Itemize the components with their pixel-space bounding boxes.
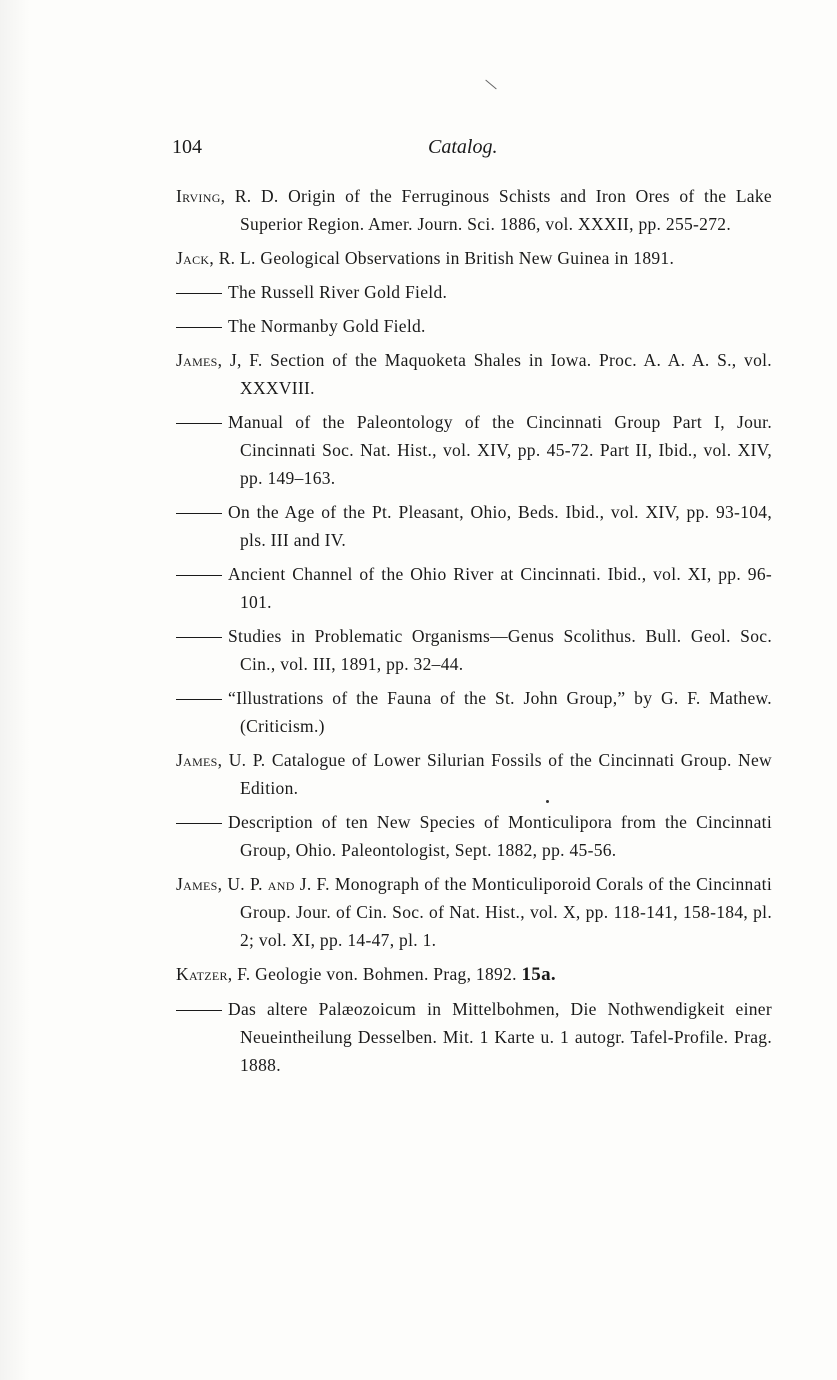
catalog-entry — [176, 182, 772, 238]
entry-text: Origin of the Ferruginous Schists and Iron Ores of the Lake Superior Region. Amer. Journ. Sci. 1886, vol. XXXII, pp. 255-272. — [240, 186, 772, 234]
catalog-entry — [176, 408, 772, 492]
entry-text: The Russell River Gold Field. — [228, 282, 448, 302]
catalog-entry — [176, 312, 772, 340]
entry-text: Section of the Maquoketa Shales in Iowa. Proc. A. A. A. S., vol. XXXVIII. — [240, 350, 772, 398]
entry-author: Jack, R. L. — [176, 248, 256, 268]
entry-author: James, U. P. — [176, 750, 266, 770]
catalog-entry — [176, 622, 772, 678]
handwritten-marker: 15a. — [521, 964, 556, 985]
catalog-entry — [176, 808, 772, 864]
entry-text: Das altere Palæozoicum in Mittelbohmen, Die Nothwendigkeit einer Neueintheilung Desselben. Mit. 1 Karte u. 1 autogr. Tafel-Profile. Prag. 1888. — [228, 999, 772, 1075]
ditto-dash — [176, 823, 222, 824]
entry-text: On the Age of the Pt. Pleasant, Ohio, Beds. Ibid., vol. XIV, pp. 93-104, pls. III and IV. — [228, 502, 772, 550]
entry-text: “Illustrations of the Fauna of the St. John Group,” by G. F. Mathew. (Criticism.) — [228, 688, 772, 736]
ditto-dash — [176, 575, 222, 576]
entry-author: James, U. P. and J. F. — [176, 874, 330, 894]
catalog-entry — [176, 684, 772, 740]
ditto-dash — [176, 293, 222, 294]
entry-text: The Normanby Gold Field. — [228, 316, 426, 336]
catalog-entry — [176, 960, 772, 989]
catalog-entry — [176, 560, 772, 616]
entry-text: Catalogue of Lower Silurian Fossils of the Cincinnati Group. New Edition. — [240, 750, 772, 798]
entry-text: Monograph of the Monticuliporoid Corals of the Cincinnati Group. Jour. of Cin. Soc. of Nat. Hist., vol. X, pp. 118-141, 158-184, pl. 2; vol. XI, pp. 14-47, pl. 1. — [240, 874, 772, 950]
entry-author: Katzer, F. — [176, 964, 251, 984]
entry-author: Irving, R. D. — [176, 186, 279, 206]
entry-text: Manual of the Paleontology of the Cincinnati Group Part I, Jour. Cincinnati Soc. Nat. Hist., vol. XIV, pp. 45-72. Part II, Ibid., vol. XIV, pp. 149–163. — [228, 412, 772, 488]
catalog-entry — [176, 746, 772, 802]
entry-text: Geological Observations in British New Guinea in 1891. — [260, 248, 675, 268]
entry-text: Description of ten New Species of Monticulipora from the Cincinnati Group, Ohio. Paleontologist, Sept. 1882, pp. 45-56. — [228, 812, 772, 860]
page-number: 104 — [172, 136, 202, 158]
ditto-dash — [176, 637, 222, 638]
running-title: Catalog. — [428, 136, 498, 158]
catalog-entries — [176, 182, 772, 1079]
ditto-dash — [176, 327, 222, 328]
ditto-dash — [176, 1010, 222, 1011]
catalog-entry — [176, 244, 772, 272]
entry-text: Ancient Channel of the Ohio River at Cincinnati. Ibid., vol. XI, pp. 96-101. — [228, 564, 772, 612]
catalog-entry — [176, 278, 772, 306]
catalog-entry — [176, 995, 772, 1079]
ditto-dash — [176, 513, 222, 514]
page-header — [172, 136, 772, 166]
scan-edge-shading — [0, 0, 30, 1380]
catalog-entry — [176, 346, 772, 402]
entry-author: James, J, F. — [176, 350, 263, 370]
catalog-entry — [176, 498, 772, 554]
entry-text: Studies in Problematic Organisms—Genus Scolithus. Bull. Geol. Soc. Cin., vol. III, 1891, pp. 32–44. — [228, 626, 772, 674]
scan-mark — [485, 80, 496, 90]
catalog-entry — [176, 870, 772, 954]
ditto-dash — [176, 423, 222, 424]
ditto-dash — [176, 699, 222, 700]
entry-text: Geologie von. Bohmen. Prag, 1892. — [255, 964, 517, 984]
